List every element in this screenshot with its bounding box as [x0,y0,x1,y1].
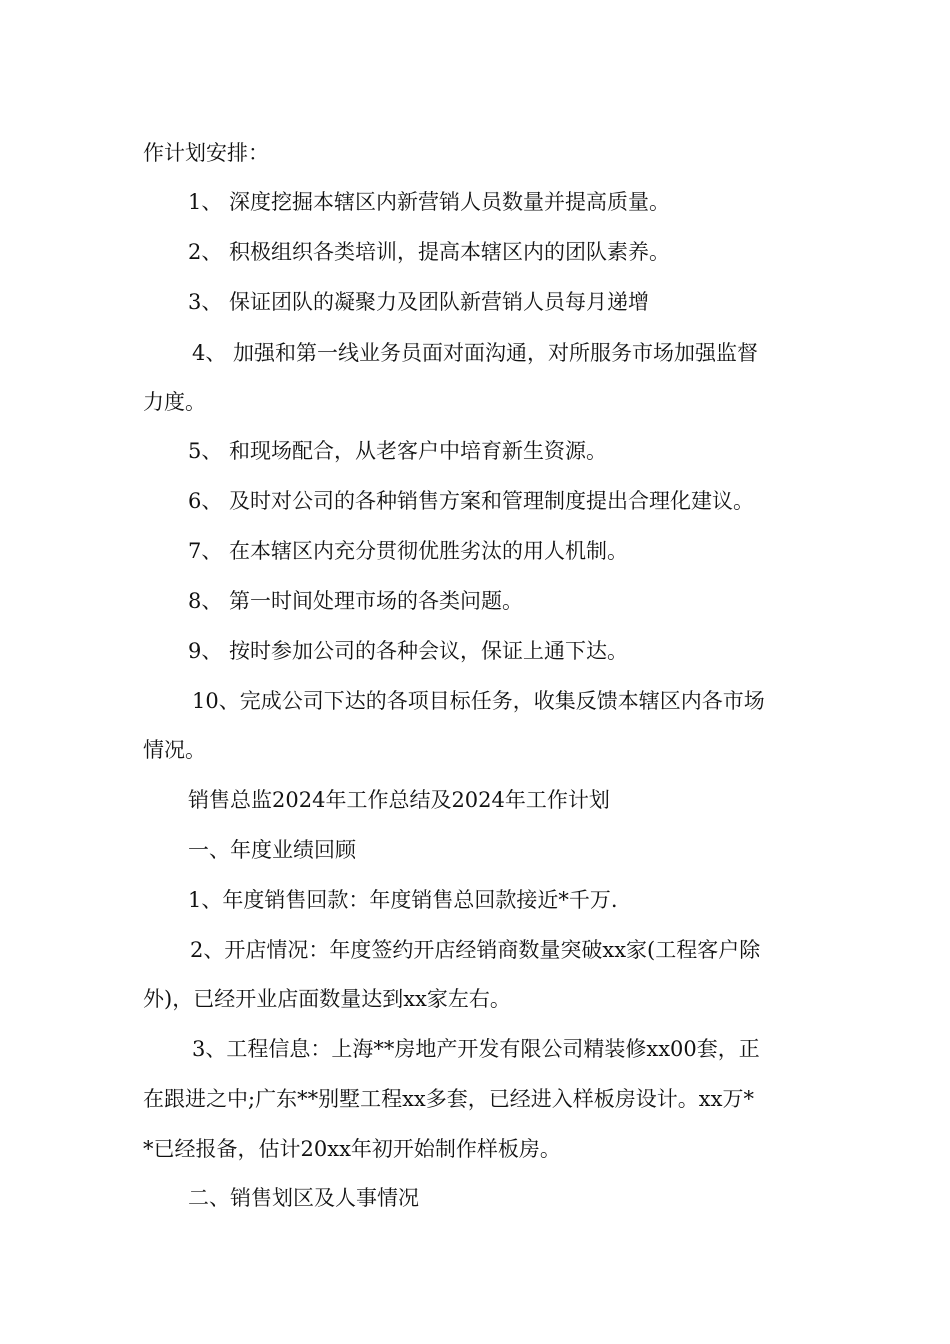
list-item-1: 1、 深度挖掘本辖区内新营销人员数量并提高质量。 [188,190,671,214]
list-item-7: 7、 在本辖区内充分贯彻优胜劣汰的用人机制。 [188,539,629,563]
paragraph-store-opening-continued: 外)，已经开业店面数量达到xx家左右。 [143,987,511,1011]
list-item-3: 3、 保证团队的凝聚力及团队新营销人员每月递增 [188,290,650,314]
paragraph-project-info: 3、工程信息：上海**房地产开发有限公司精装修xx00套，正 [192,1037,760,1061]
heading-annual-review: 一、年度业绩回顾 [188,838,356,862]
list-item-6: 6、 及时对公司的各种销售方案和管理制度提出合理化建议。 [188,489,755,513]
paragraph-project-info-continued-2: *已经报备，估计20xx年初开始制作样板房。 [143,1137,561,1161]
heading-sales-regions: 二、销售划区及人事情况 [188,1186,419,1210]
list-item-10-continued: 情况。 [143,738,206,762]
list-item-9: 9、 按时参加公司的各种会议，保证上通下达。 [188,639,629,663]
text-line: 作计划安排： [143,141,269,165]
paragraph-sales-collection: 1、年度销售回款：年度销售总回款接近*千万. [188,888,618,912]
section-title: 销售总监2024年工作总结及2024年工作计划 [188,788,610,812]
list-item-10: 10、完成公司下达的各项目标任务，收集反馈本辖区内各市场 [192,689,765,713]
list-item-4: 4、 加强和第一线业务员面对面沟通，对所服务市场加强监督 [192,341,759,365]
paragraph-project-info-continued-1: 在跟进之中;广东**别墅工程xx多套，已经进入样板房设计。xx万* [143,1087,754,1111]
list-item-5: 5、 和现场配合，从老客户中培育新生资源。 [188,439,608,463]
paragraph-store-opening: 2、开店情况：年度签约开店经销商数量突破xx家(工程客户除 [190,938,761,962]
list-item-2: 2、 积极组织各类培训，提高本辖区内的团队素养。 [188,240,671,264]
list-item-8: 8、 第一时间处理市场的各类问题。 [188,589,524,613]
list-item-4-continued: 力度。 [143,390,206,414]
